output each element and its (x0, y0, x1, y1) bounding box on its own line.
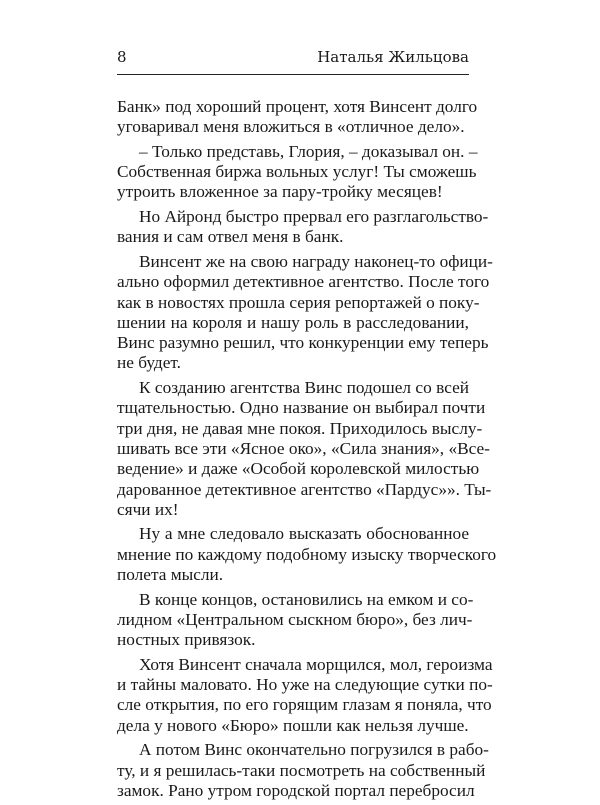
text-line: утроить вложенное за пару-тройку месяцев! (117, 182, 443, 202)
text-line: К созданию агентства Винс подошел со всей (139, 378, 469, 398)
paragraph (117, 589, 474, 651)
paragraph (117, 251, 493, 374)
text-line: шении на короля и нашу роль в расследовании, (117, 312, 469, 332)
text-line: ально оформил детективное агентство. После того (117, 272, 490, 292)
text-line: дарованное детективное агентство «Пардус»». Ты- (117, 479, 492, 499)
text-line: уговаривал меня вложиться в «отличное дело». (117, 117, 465, 137)
text-line: замок. Рано утром городской портал перебросил (117, 780, 475, 800)
text-line: как в новостях прошла серия репортажей о поку- (117, 292, 480, 312)
text-line: дела у нового «Бюро» пошли как нельзя лучше. (117, 715, 469, 735)
page-number: 8 (117, 48, 127, 66)
paragraph (117, 524, 497, 585)
text-line: тщательностью. Одно название он выбирал почти (117, 398, 486, 418)
text-line: сячи их! (117, 499, 179, 519)
text-line: не будет. (117, 353, 181, 373)
text-line: ведение» и даже «Особой королевской милостью (117, 459, 480, 479)
text-line: сле открытия, по его горящим глазам я поняла, что (117, 695, 492, 715)
text-line: Но Айронд быстро прервал его разглагольство- (139, 207, 489, 227)
paragraph (117, 207, 489, 248)
text-line: и тайны маловато. Но уже на следующие сутки по- (117, 675, 493, 695)
page-header (117, 48, 469, 72)
text-line: Винс разумно решил, что конкуренции ему теперь (117, 333, 489, 353)
paragraph (117, 654, 493, 736)
body-text (117, 97, 497, 805)
text-line: Хотя Винсент сначала морщился, мол, героизма (139, 654, 493, 674)
text-line: В конце концов, остановились на емком и со- (139, 589, 474, 609)
text-line: Банк» под хороший процент, хотя Винсент долго (117, 97, 478, 116)
text-line: шивать все эти «Ясное око», «Сила знания», «Все- (117, 438, 490, 458)
text-line: полета мысли. (117, 565, 224, 585)
text-line: мнение по каждому подобному изыску творческого (117, 544, 497, 564)
paragraph (117, 141, 478, 203)
text-line: Собственная биржа вольных услуг! Ты сможешь (117, 162, 477, 182)
text-line: – Только представь, Глория, – доказывал он. – (139, 141, 478, 161)
paragraph (117, 740, 489, 801)
text-line: три дня, не давая мне покоя. Приходилось выслу- (117, 418, 483, 438)
text-line: лидном «Центральном сыскном бюро», без лич- (117, 609, 473, 629)
text-line: Винсент же на свою награду наконец-то офици- (139, 251, 493, 271)
text-line: Ну а мне следовало высказать обоснованное (139, 524, 469, 544)
text-line: ту, и я решилась-таки посмотреть на собственный (117, 760, 486, 780)
paragraph (117, 97, 478, 138)
text-line: А потом Винс окончательно погрузился в рабо- (139, 740, 489, 760)
text-line: вания и сам отвел меня в банк. (117, 227, 344, 247)
text-line: ностных привязок. (117, 630, 256, 650)
paragraph (117, 378, 492, 520)
running-head-author: Наталья Жильцова (317, 48, 469, 66)
header-rule (117, 74, 469, 75)
